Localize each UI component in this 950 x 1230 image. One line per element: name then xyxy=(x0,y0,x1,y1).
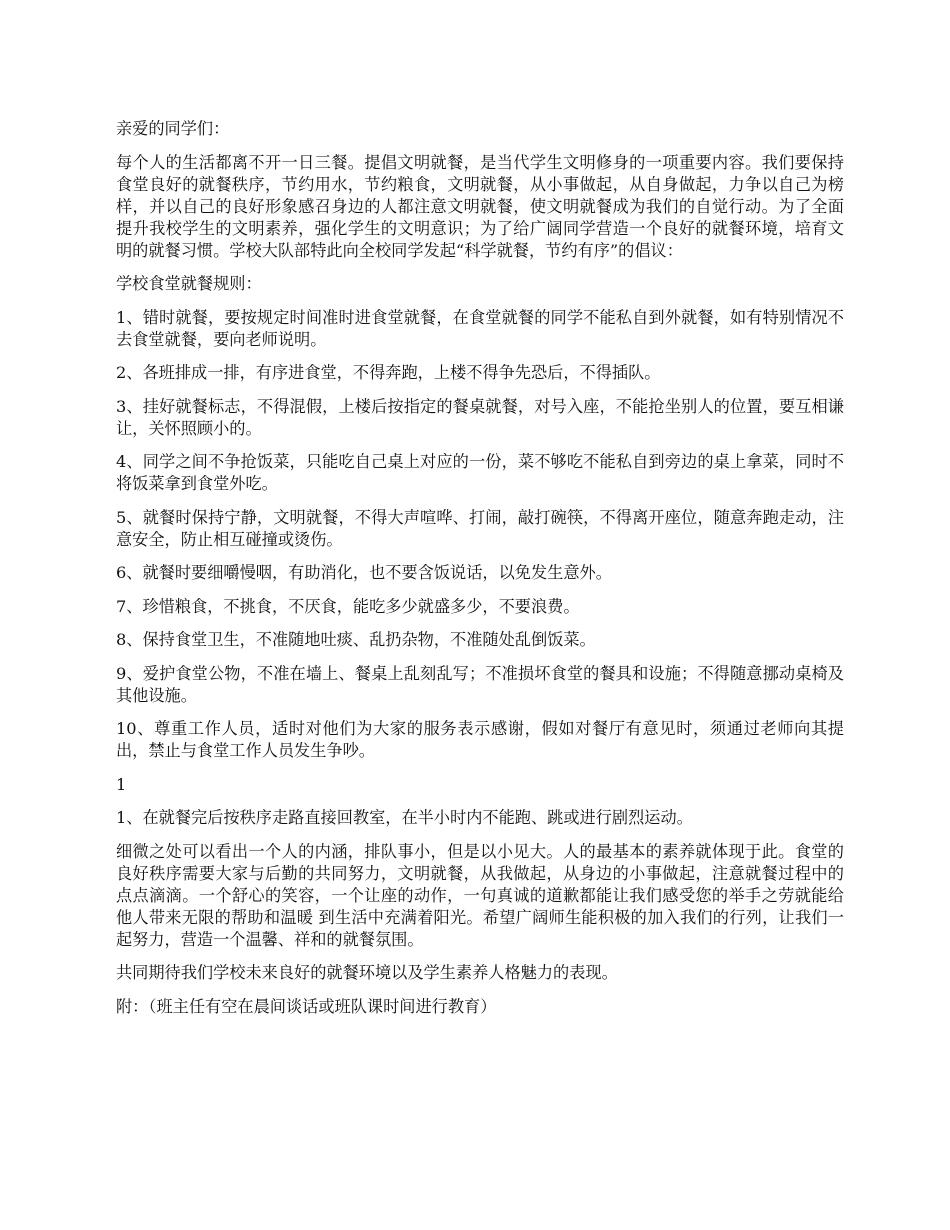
rule-item-10: 10、尊重工作人员，适时对他们为大家的服务表示感谢，假如对餐厅有意见时，须通过老师向其提出，禁止与食堂工作人员发生争吵。 xyxy=(116,719,844,760)
after-meal-rule: 1、在就餐完后按秩序走路直接回教室，在半小时内不能跑、跳或进行剧烈运动。 xyxy=(116,808,693,827)
rule-item-4: 4、同学之间不争抢饭菜，只能吃自己桌上对应的一份，菜不够吃不能私自到旁边的桌上拿菜，同时不将饭菜拿到食堂外吃。 xyxy=(116,452,844,493)
rule-item-9: 9、爱护食堂公物，不准在墙上、餐桌上乱刻乱写；不准损坏食堂的餐具和设施；不得随意挪动桌椅及其他设施。 xyxy=(116,663,844,705)
expectation-paragraph: 共同期待我们学校未来良好的就餐环境以及学生素养人格魅力的表现。 xyxy=(116,963,618,982)
page-marker: 1 xyxy=(116,774,127,794)
rule-item-7: 7、珍惜粮食，不挑食，不厌食，能吃多少就盛多少，不要浪费。 xyxy=(116,596,580,616)
salutation: 亲爱的同学们： xyxy=(116,119,230,138)
rule-item-8: 8、保持食堂卫生，不准随地吐痰、乱扔杂物，不准随处乱倒饭菜。 xyxy=(116,630,596,649)
rule-item-3: 3、挂好就餐标志，不得混假，上楼后按指定的餐桌就餐，对号入座，不能抢坐别人的位置，要互相谦让，关怀照顾小的。 xyxy=(116,396,844,438)
appendix-note: 附：（班主任有空在晨间谈话或班队课时间进行教育） xyxy=(116,996,497,1016)
document-page xyxy=(116,118,844,1029)
rules-heading: 学校食堂就餐规则： xyxy=(116,274,262,293)
rule-item-6: 6、就餐时要细嚼慢咽，有助消化，也不要含饭说话，以免发生意外。 xyxy=(116,563,612,582)
rule-item-5: 5、就餐时保持宁静，文明就餐，不得大声喧哗、打闹，敲打碗筷，不得离开座位，随意奔跑走动，注意安全，防止相互碰撞或烫伤。 xyxy=(116,507,844,549)
closing-paragraph: 细微之处可以看出一个人的内涵，排队事小，但是以小见大。人的最基本的素养就体现于此。食堂的良好秩序需要大家与后勤的共同努力，文明就餐，从我做起，从身边的小事做起，注意就餐过程中的点点滴滴。一个舒心的笑容，一个让座的动作，一句真诚的道歉都能让我们感受您的举手之劳就能给他人带来无限的帮助和温暖 到生活中充满着阳光。希望广阔师生能积极的加入我们的行列，让我们一起努力，营造一个温馨、祥和的就餐氛围。 xyxy=(116,841,844,949)
rule-item-1: 1、错时就餐，要按规定时间准时进食堂就餐，在食堂就餐的同学不能私自到外就餐，如有特别情况不去食堂就餐，要向老师说明。 xyxy=(116,307,844,349)
intro-paragraph: 每个人的生活都离不开一日三餐。提倡文明就餐，是当代学生文明修身的一项重要内容。我们要保持食堂良好的就餐秩序，节约用水，节约粮食，文明就餐，从小事做起，从自身做起，力争以自己为榜样，并以自己的良好形象感召身边的人都注意文明就餐，使文明就餐成为我们的自觉行动。为了全面提升我校学生的文明素养，强化学生的文明意识；为了给广阔同学营造一个良好的就餐环境，培育文明的就餐习惯。学校大队部特此向全校同学发起“科学就餐，节约有序”的倡议： xyxy=(116,152,844,260)
rule-item-2: 2、各班排成一排，有序进食堂，不得奔跑，上楼不得争先恐后，不得插队。 xyxy=(116,363,661,382)
